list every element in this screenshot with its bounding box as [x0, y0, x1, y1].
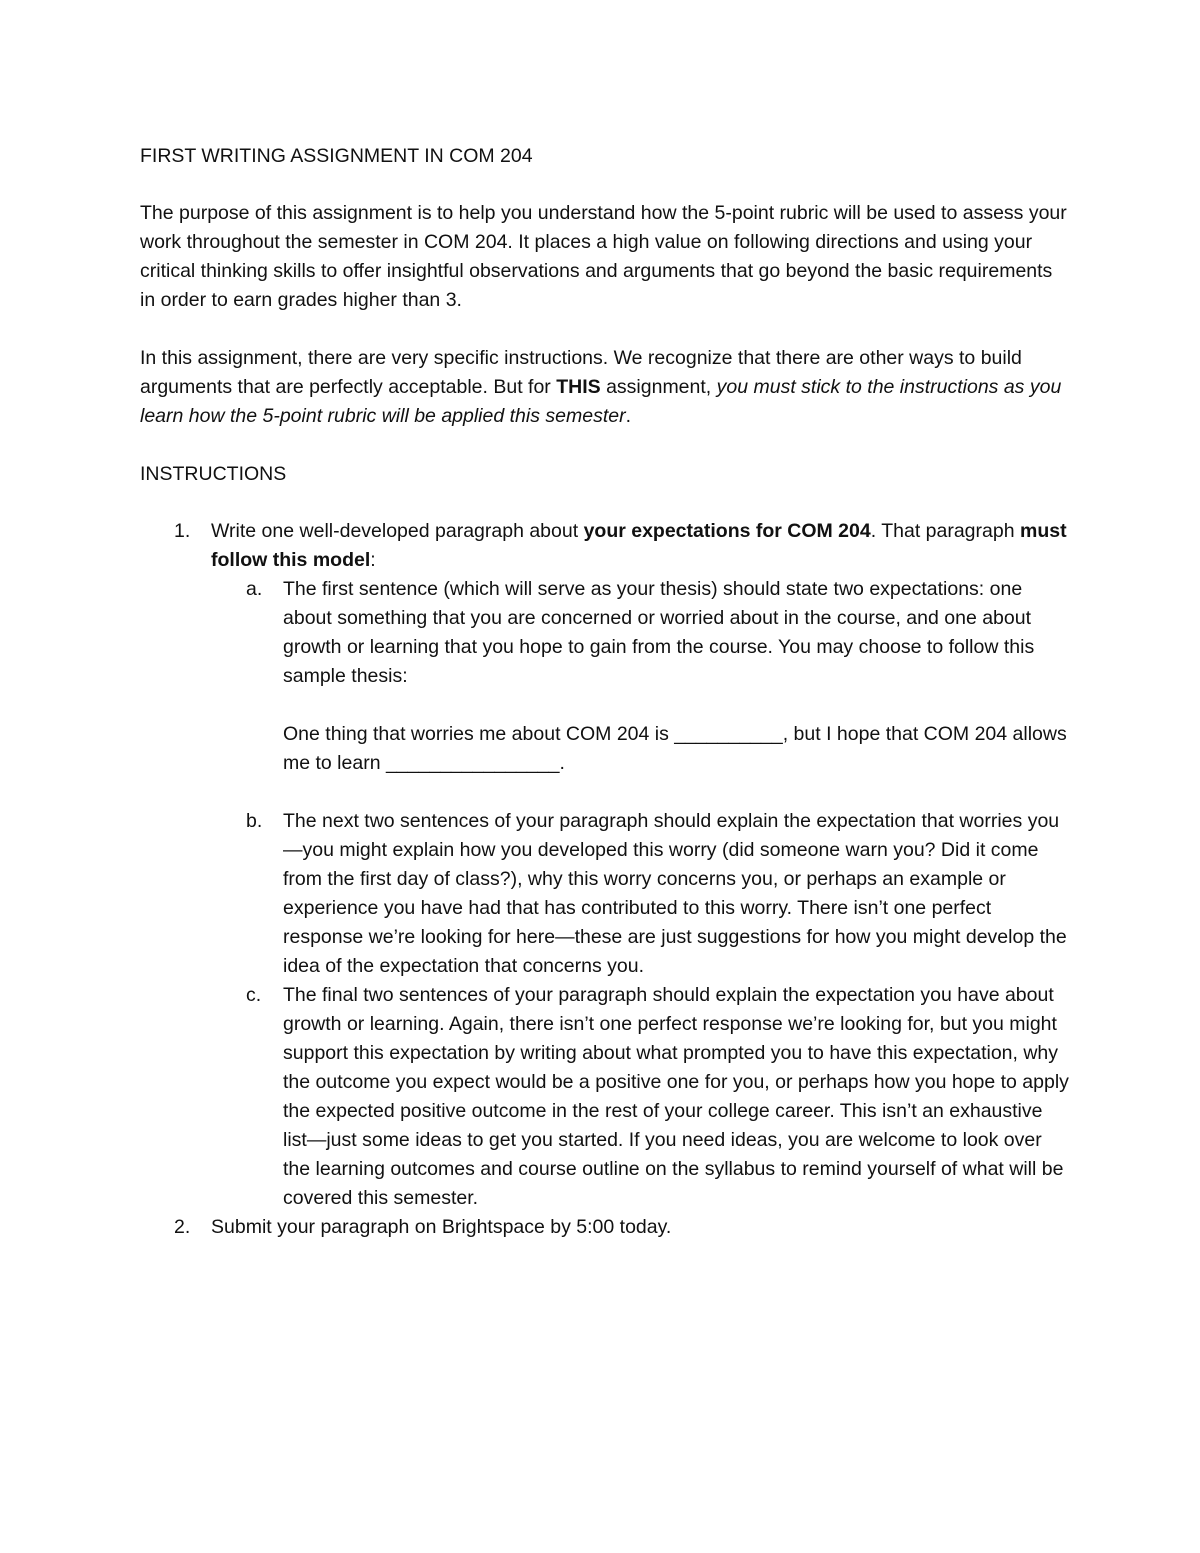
sub-c-text: The final two sentences of your paragraph should explain the expectation you have about growth or learning. Again, there isn’t one perfect response we’re looking for, but you might support this expectation by writing about what prompted you to have this expectation, why the outcome you expect would be a positive one for you, or perhaps how you hope to apply the expected positive outcome in the rest of your college career. This isn’t an exhaustive list—just some ideas to get you started. If you need ideas, you are welcome to look over the learning outcomes and course outline on the syllabus to remind yourself of what will be covered this semester. [283, 984, 1069, 1209]
instruction-list [140, 517, 1070, 1242]
step-1-bold-a: your expectations for COM 204 [583, 520, 871, 542]
document-page [140, 142, 1070, 1242]
sub-instruction-list [211, 575, 1070, 1213]
instructions-heading: INSTRUCTIONS [140, 463, 287, 485]
sub-instruction-b [211, 807, 1070, 981]
step-1-text-b: . That paragraph [870, 520, 1020, 542]
sub-instruction-c [211, 981, 1070, 1213]
step-number: 1. [174, 520, 191, 542]
sub-letter: b. [246, 810, 263, 832]
note-text-2: assignment, [600, 376, 717, 398]
sample-thesis: One thing that worries me about COM 204 is __________, but I hope that COM 204 allows me to learn ________________. [283, 723, 1067, 774]
note-italic-text: you must stick to the instructions as you learn how the 5-point rubric will be applied this semester [140, 376, 1062, 427]
step-1-text [211, 517, 1070, 575]
instruction-step-1 [140, 517, 1070, 1213]
page-title: FIRST WRITING ASSIGNMENT IN COM 204 [140, 145, 533, 167]
instructions-note-paragraph [140, 344, 1070, 431]
sub-letter: a. [246, 578, 263, 600]
sub-letter: c. [246, 984, 262, 1006]
sub-instruction-a [211, 575, 1070, 778]
step-1-text-a: Write one well-developed paragraph about [211, 520, 584, 542]
step-1-bold-b: must follow this model [211, 520, 1067, 571]
step-1-text-c: : [370, 549, 376, 571]
step-number: 2. [174, 1216, 191, 1238]
intro-paragraph [140, 199, 1070, 315]
sub-a-text: The first sentence (which will serve as your thesis) should state two expectations: one about something that you are concerned or worried about in the course, and one about growth or learning that you hope to gain from the course. You may choose to follow this sample thesis: [283, 578, 1035, 687]
step-2-text: Submit your paragraph on Brightspace by 5:00 today. [211, 1216, 672, 1238]
note-text-end: . [625, 405, 631, 427]
note-text-1: In this assignment, there are very specific instructions. We recognize that there are other ways to build arguments that are perfectly acceptable. But for [140, 347, 1022, 398]
intro-text: The purpose of this assignment is to help you understand how the 5-point rubric will be used to assess your work throughout the semester in COM 204. It places a high value on following directions and using your critical thinking skills to offer insightful observations and arguments that go beyond the basic requirements in order to earn grades higher than 3. [140, 202, 1067, 311]
instruction-step-2 [140, 1213, 1070, 1242]
note-emphasis-this: THIS [556, 376, 601, 398]
sub-b-text: The next two sentences of your paragraph should explain the expectation that worries you—you might explain how you developed this worry (did someone warn you? Did it come from the first day of class?), why this worry concerns you, or perhaps an example or experience you have had that has contributed to this worry. There isn’t one perfect response we’re looking for here—these are just suggestions for how you might develop the idea of the expectation that concerns you. [283, 810, 1067, 977]
